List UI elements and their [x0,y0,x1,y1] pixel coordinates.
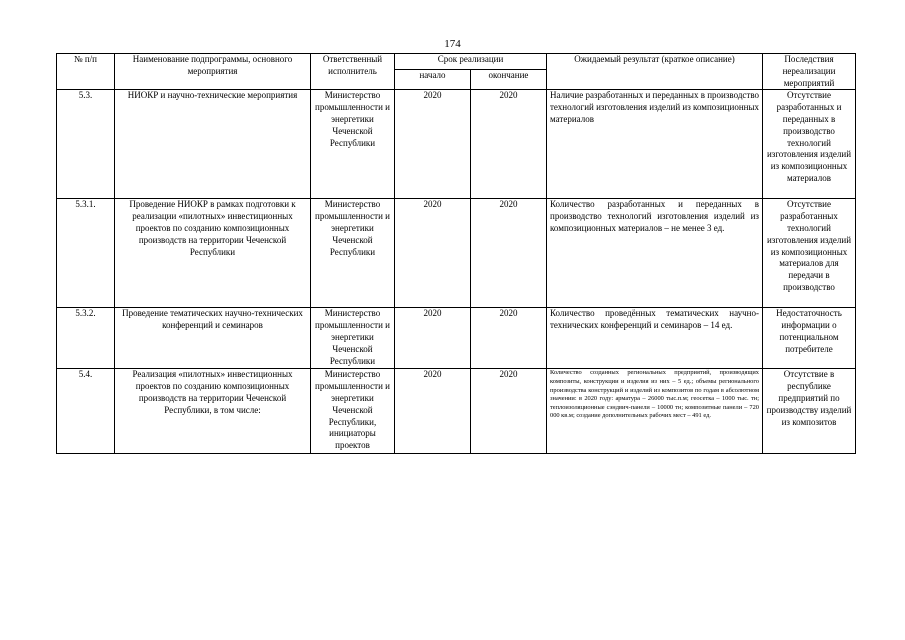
cell-result: Наличие разработанных и переданных в производство технологий изготовления изделий из композиционных материалов [547,90,763,199]
header-executor: Ответственный исполнитель [311,54,395,90]
cell-start: 2020 [395,308,471,369]
cell-consequences: Отсутствие в республике предприятий по производству изделий из композитов [763,369,856,454]
header-end: окончание [471,69,547,89]
cell-consequences: Недостаточность информации о потенциальном потребителе [763,308,856,369]
header-period: Срок реализации [395,54,547,70]
page-number: 174 [444,38,461,50]
cell-result: Количество созданных региональных предприятий, производящих композиты, конструкции и изделия из них – 5 ед.; объемы регионального производства конструкций и изделий из композитов по годам в абсолютном значении: в 2020 году: арматура – 26000 тыс.п.м; геосетка – 1000 тыс. тн; теплоизоляционные сэндвич-панели – 10000 тн; композитные панели – 720 000 кв.м; создание дополнительных рабочих мест – 491 ед. [547,369,763,454]
cell-executor: Министерство промышленности и энергетики Чеченской Республики [311,308,395,369]
cell-end: 2020 [471,199,547,308]
header-start: начало [395,69,471,89]
cell-num: 5.3.1. [57,199,115,308]
cell-executor: Министерство промышленности и энергетики Чеченской Республики, инициаторы проектов [311,369,395,454]
cell-executor: Министерство промышленности и энергетики Чеченской Республики [311,199,395,308]
cell-end: 2020 [471,308,547,369]
cell-num: 5.4. [57,369,115,454]
table-row [57,308,856,369]
cell-end: 2020 [471,90,547,199]
cell-num: 5.3.2. [57,308,115,369]
cell-name: Проведение тематических научно-технических конференций и семинаров [115,308,311,369]
header-consequences: Последствия нереализации мероприятий [763,54,856,90]
program-table [56,53,856,454]
table-row [57,369,856,454]
cell-result: Количество разработанных и переданных в производство технологий изготовления изделий из композиционных материалов – не менее 3 ед. [547,199,763,308]
header-result: Ожидаемый результат (краткое описание) [547,54,763,90]
cell-end: 2020 [471,369,547,454]
cell-name: Реализация «пилотных» инвестиционных проектов по созданию композиционных производств на территории Чеченской Республики, в том числе: [115,369,311,454]
cell-executor: Министерство промышленности и энергетики Чеченской Республики [311,90,395,199]
table-row [57,199,856,308]
cell-num: 5.3. [57,90,115,199]
cell-result: Количество проведённых тематических научно-технических конференций и семинаров – 14 ед. [547,308,763,369]
header-name: Наименование подпрограммы, основного мероприятия [115,54,311,90]
cell-start: 2020 [395,199,471,308]
cell-consequences: Отсутствие разработанных технологий изготовления изделий из композиционных материалов для передачи в производство [763,199,856,308]
table-row [57,90,856,199]
cell-consequences: Отсутствие разработанных и переданных в производство технологий изготовления изделий из композиционных материалов [763,90,856,199]
header-row-top [57,54,856,70]
cell-start: 2020 [395,90,471,199]
cell-start: 2020 [395,369,471,454]
cell-name: НИОКР и научно-технические мероприятия [115,90,311,199]
header-num: № п/п [57,54,115,90]
cell-name: Проведение НИОКР в рамках подготовки к реализации «пилотных» инвестиционных проектов по созданию композиционных производств на территории Чеченской Республики [115,199,311,308]
